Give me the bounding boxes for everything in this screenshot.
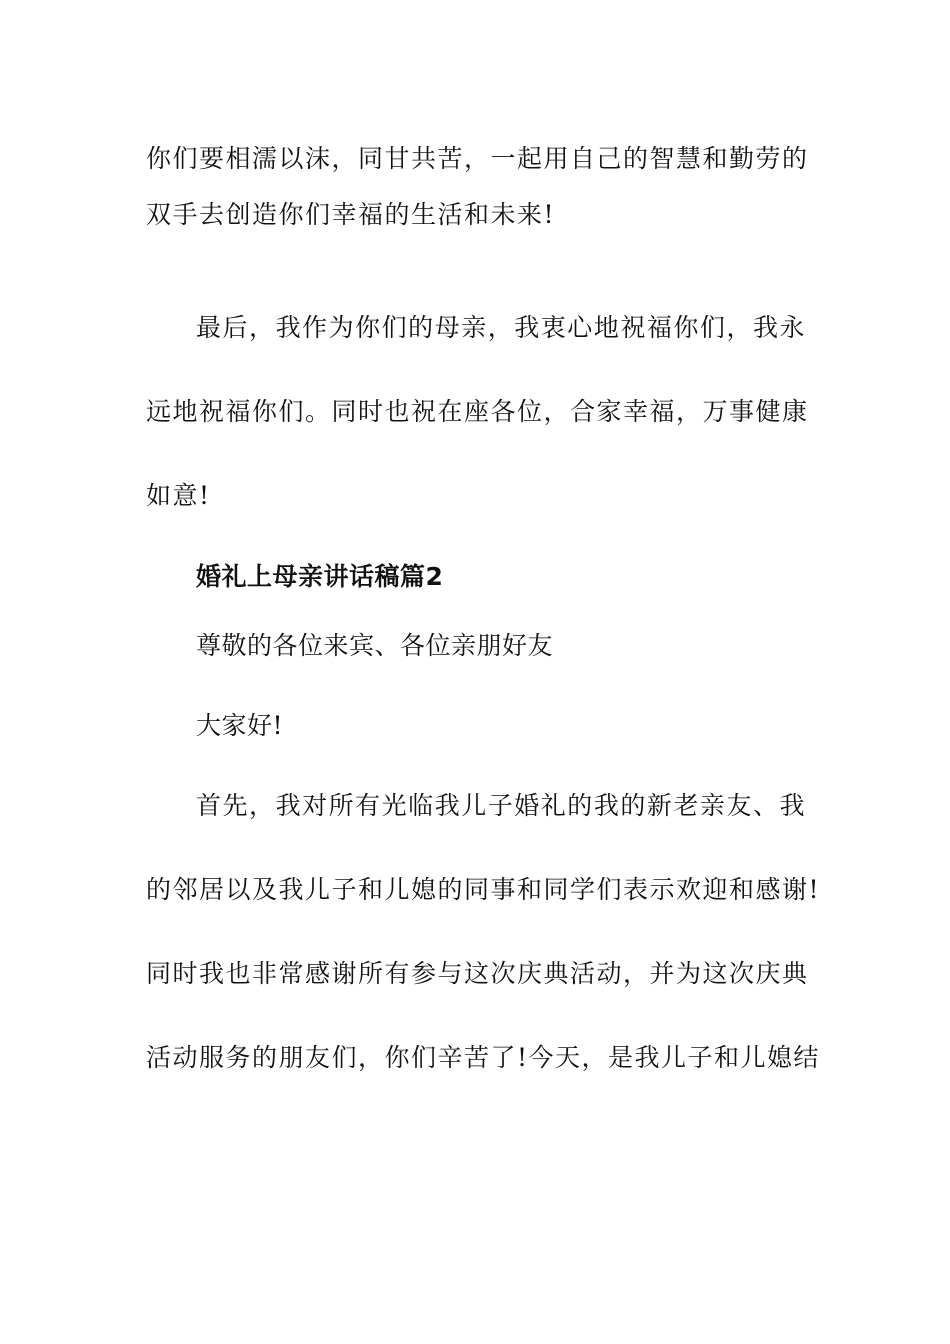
para1-line2: 双手去创造你们幸福的生活和未来! — [146, 200, 556, 229]
greeting: 大家好! — [196, 711, 284, 740]
para2-line1: 最后，我作为你们的母亲，我衷心地祝福你们，我永 — [196, 313, 806, 342]
para2-line2: 远地祝福你们。同时也祝在座各位，合家幸福，万事健康 — [146, 397, 809, 426]
para3-line4: 活动服务的朋友们，你们辛苦了!今天，是我儿子和儿媳结 — [146, 1043, 821, 1072]
section-heading: 婚礼上母亲讲话稿篇2 — [196, 562, 444, 591]
para3-line1: 首先，我对所有光临我儿子婚礼的我的新老亲友、我 — [196, 791, 806, 820]
para3-line2: 的邻居以及我儿子和儿媳的同事和同学们表示欢迎和感谢! — [146, 875, 821, 904]
para1-line1: 你们要相濡以沫，同甘共苦，一起用自己的智慧和勤劳的 — [146, 144, 809, 173]
salutation: 尊敬的各位来宾、各位亲朋好友 — [196, 631, 554, 660]
para2-line3: 如意! — [146, 481, 211, 510]
para3-line3: 同时我也非常感谢所有参与这次庆典活动，并为这次庆典 — [146, 959, 809, 988]
